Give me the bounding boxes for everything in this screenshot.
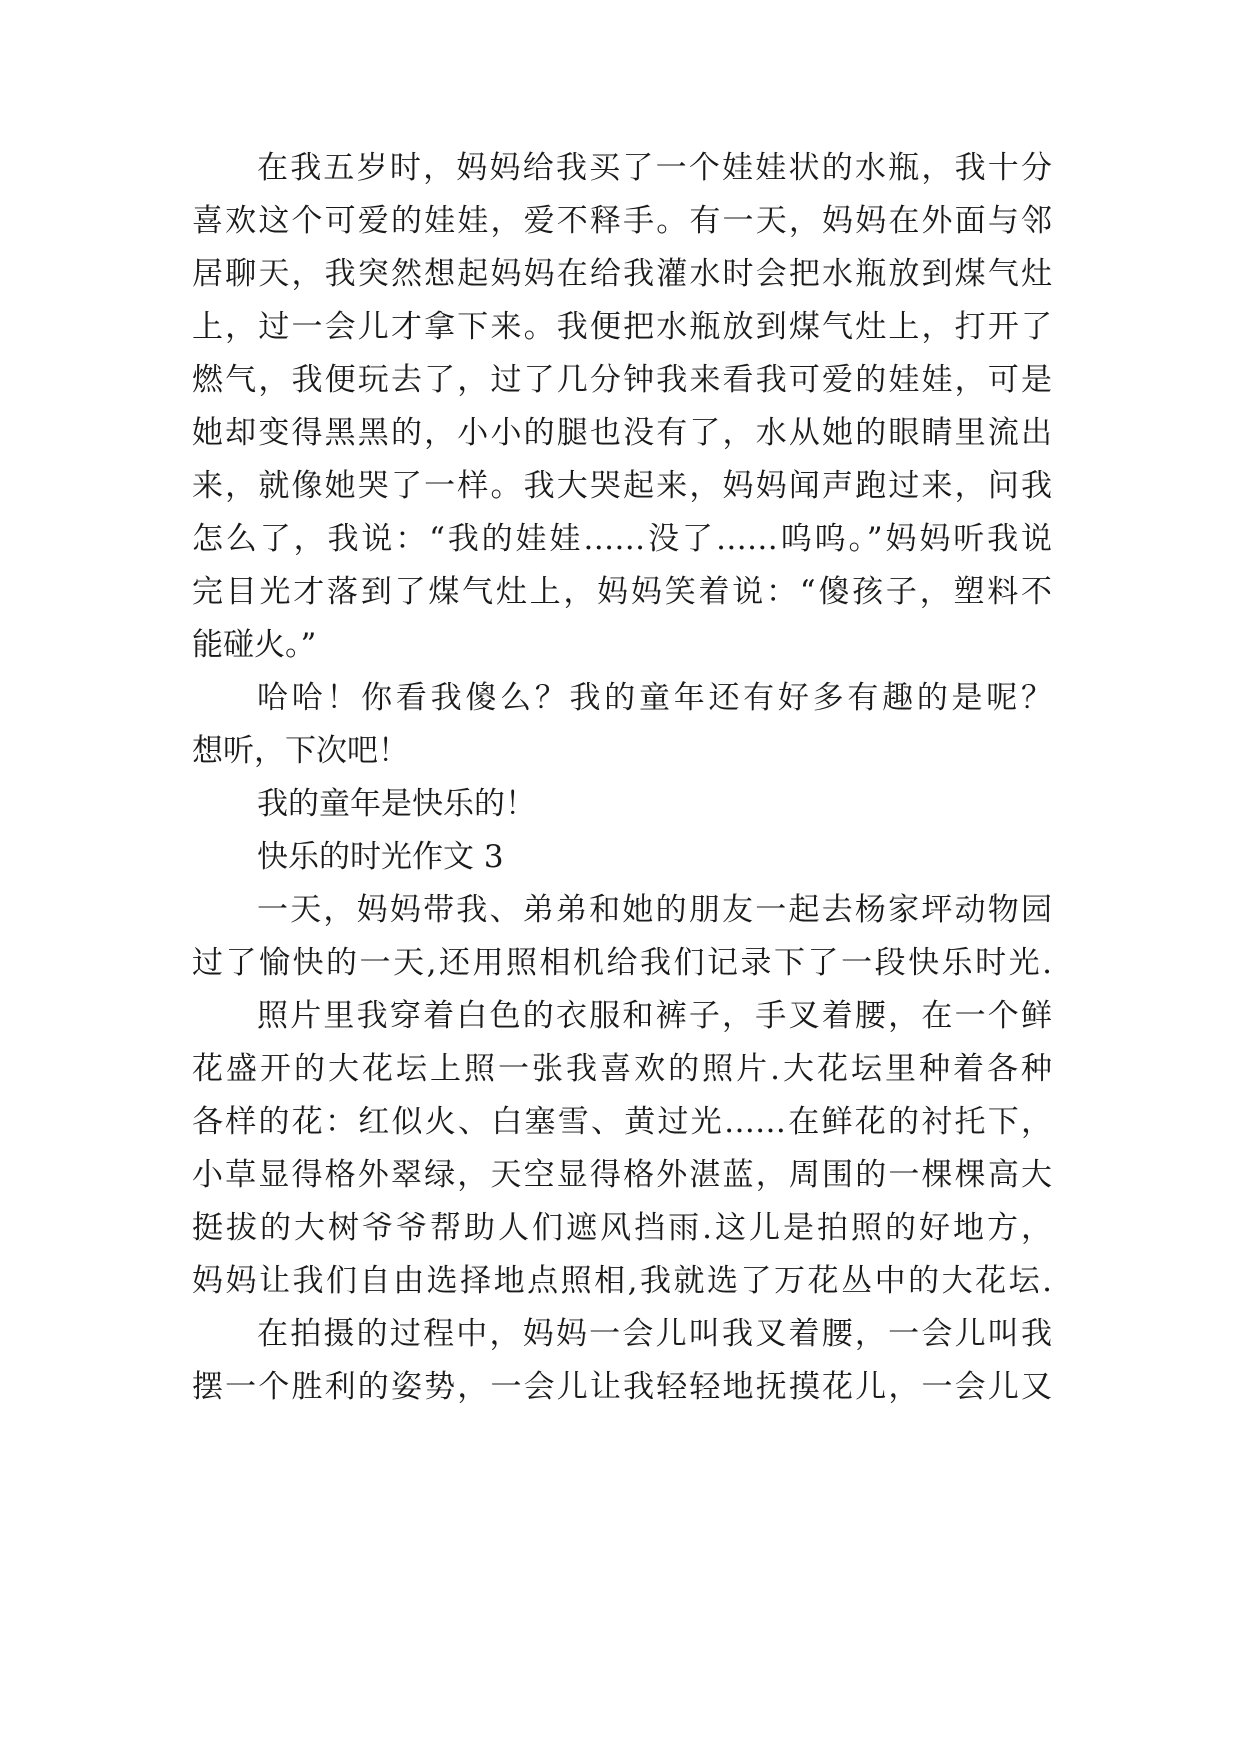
text-line: 喜欢这个可爱的娃娃，爱不释手。有一天，妈妈在外面与邻 — [192, 203, 1052, 239]
text-line: 燃气，我便玩去了，过了几分钟我来看我可爱的娃娃，可是 — [192, 362, 1052, 398]
text-line: 摆一个胜利的姿势，一会儿让我轻轻地抚摸花儿，一会儿又 — [192, 1369, 1052, 1405]
text-line: 过了愉快的一天,还用照相机给我们记录下了一段快乐时光. — [192, 945, 1052, 981]
text-line: 哈哈！你看我傻么？我的童年还有好多有趣的是呢？ — [257, 680, 1052, 716]
text-line: 挺拔的大树爷爷帮助人们遮风挡雨.这儿是拍照的好地方， — [192, 1210, 1052, 1246]
text-line: 想听，下次吧！ — [192, 733, 409, 769]
text-line: 能碰火。” — [192, 627, 317, 663]
text-line: 我的童年是快乐的！ — [257, 786, 536, 822]
text-line: 照片里我穿着白色的衣服和裤子，手叉着腰，在一个鲜 — [257, 998, 1052, 1034]
text-line: 在我五岁时，妈妈给我买了一个娃娃状的水瓶，我十分 — [257, 150, 1052, 186]
text-line: 完目光才落到了煤气灶上，妈妈笑着说：“傻孩子，塑料不 — [192, 574, 1052, 610]
text-line: 上，过一会儿才拿下来。我便把水瓶放到煤气灶上，打开了 — [192, 309, 1052, 345]
text-line: 她却变得黑黑的，小小的腿也没有了，水从她的眼睛里流出 — [192, 415, 1052, 451]
text-line: 花盛开的大花坛上照一张我喜欢的照片.大花坛里种着各种 — [192, 1051, 1052, 1087]
section-heading: 快乐的时光作文 3 — [257, 839, 504, 875]
text-line: 居聊天，我突然想起妈妈在给我灌水时会把水瓶放到煤气灶 — [192, 256, 1052, 292]
text-line: 小草显得格外翠绿，天空显得格外湛蓝，周围的一棵棵高大 — [192, 1157, 1052, 1193]
text-line: 妈妈让我们自由选择地点照相,我就选了万花丛中的大花坛. — [192, 1263, 1052, 1299]
text-line: 来，就像她哭了一样。我大哭起来，妈妈闻声跑过来，问我 — [192, 468, 1052, 504]
text-line: 各样的花：红似火、白塞雪、黄过光……在鲜花的衬托下， — [192, 1104, 1052, 1140]
text-line: 怎么了，我说：“我的娃娃……没了……呜呜。”妈妈听我说 — [192, 521, 1052, 557]
text-line: 一天，妈妈带我、弟弟和她的朋友一起去杨家坪动物园 — [257, 892, 1052, 928]
text-line: 在拍摄的过程中，妈妈一会儿叫我叉着腰，一会儿叫我 — [257, 1316, 1052, 1352]
